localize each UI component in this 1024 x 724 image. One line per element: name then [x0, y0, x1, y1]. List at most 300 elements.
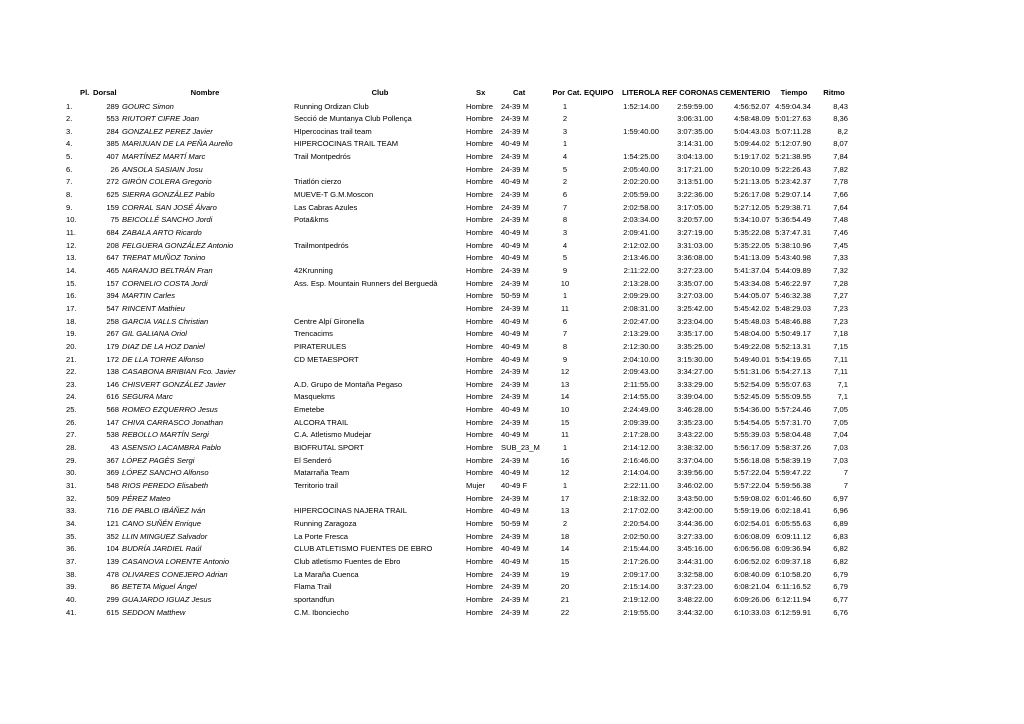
cell-ritmo: 7,27 — [833, 291, 848, 301]
cell-nombre: PÉREZ Mateo — [122, 493, 171, 503]
cell-ref-coronas: 3:04:13.00 — [677, 152, 713, 162]
cell-por-cat: 1 — [562, 139, 568, 149]
cell-pl: 2. — [66, 114, 73, 124]
cell-sx: Hombre — [466, 126, 494, 136]
header-pl: Pl. — [80, 88, 90, 97]
cell-literola: 2:11:22.00 — [623, 265, 659, 275]
cell-sx: Hombre — [466, 341, 494, 351]
cell-nombre: MARTÍNEZ MARTÍ Marc — [122, 152, 206, 162]
cell-ref-coronas: 3:33:29.00 — [677, 379, 713, 389]
cell-por-cat: 21 — [560, 594, 570, 604]
cell-nombre: CASANOVA LORENTE Antonio — [122, 556, 230, 566]
cell-cementerio: 6:06:08.09 — [734, 531, 770, 541]
cell-por-cat: 4 — [562, 152, 568, 162]
cell-ritmo: 6,82 — [833, 556, 848, 566]
cell-cat: 24-39 M — [501, 594, 529, 604]
cell-cementerio: 5:26:17.08 — [734, 190, 770, 200]
cell-tiempo: 5:22:26.43 — [775, 164, 811, 174]
cell-tiempo: 6:09:11.12 — [775, 531, 811, 541]
cell-dorsal: 369 — [106, 468, 119, 478]
cell-dorsal: 394 — [106, 291, 119, 301]
cell-pl: 31. — [66, 481, 77, 490]
cell-por-cat: 7 — [562, 329, 568, 339]
cell-literola: 1:54:25.00 — [623, 152, 659, 162]
cell-ritmo: 7,11 — [833, 354, 848, 364]
cell-tiempo: 6:11:16.52 — [775, 582, 811, 592]
cell-ritmo: 8,43 — [833, 101, 848, 111]
cell-tiempo: 5:29:38.71 — [775, 202, 811, 212]
cell-por-cat: 1 — [562, 443, 568, 453]
cell-literola: 2:04:10.00 — [623, 354, 659, 364]
cell-cementerio: 5:41:37.04 — [734, 265, 770, 275]
table-row — [0, 505, 1024, 517]
cell-literola: 2:08:31.00 — [623, 303, 659, 313]
cell-literola: 2:16:46.00 — [623, 455, 659, 465]
cell-por-cat: 11 — [561, 430, 569, 440]
table-row — [0, 607, 1024, 619]
cell-pl: 13. — [66, 253, 77, 263]
cell-cementerio: 5:57:22.04 — [734, 481, 770, 490]
cell-literola: 2:17:02.00 — [623, 506, 659, 516]
cell-dorsal: 547 — [106, 303, 119, 313]
cell-pl: 23. — [66, 379, 77, 389]
cell-sx: Hombre — [466, 417, 494, 427]
cell-cementerio: 5:34:10.07 — [734, 215, 770, 225]
cell-pl: 6. — [66, 164, 73, 174]
cell-nombre: CORNELIO COSTA Jordi — [122, 278, 208, 288]
cell-nombre: CANO SUÑÉN Enrique — [122, 518, 201, 528]
cell-cat: 24-39 M — [501, 152, 529, 162]
cell-tiempo: 5:57:31.70 — [775, 417, 811, 427]
cell-ref-coronas: 3:20:57.00 — [677, 215, 713, 225]
cell-cat: 40-49 M — [501, 316, 529, 326]
cell-tiempo: 6:10:58.20 — [775, 569, 811, 579]
cell-nombre: DE LLA TORRE Alfonso — [122, 354, 204, 364]
cell-ref-coronas: 3:17:21.00 — [677, 164, 713, 174]
cell-nombre: GIL GALIANA Oriol — [122, 329, 187, 339]
cell-tiempo: 6:01:46.60 — [775, 493, 811, 503]
header-sx: Sx — [476, 88, 486, 97]
cell-por-cat: 7 — [562, 202, 568, 212]
cell-tiempo: 5:38:10.96 — [775, 240, 811, 250]
cell-pl: 9. — [66, 202, 73, 212]
cell-cementerio: 5:49:22.08 — [734, 341, 770, 351]
cell-sx: Hombre — [466, 443, 494, 453]
cell-dorsal: 299 — [106, 594, 119, 604]
cell-nombre: GUAJARDO IGUAZ Jesus — [122, 594, 212, 604]
cell-literola: 2:11:55.00 — [623, 379, 659, 389]
cell-ritmo: 7,04 — [833, 430, 848, 440]
cell-cat: 40-49 M — [501, 430, 529, 440]
cell-nombre: CHIVA CARRASCO Jonathan — [122, 417, 224, 427]
cell-por-cat: 12 — [560, 468, 570, 478]
header-ref-coronas: REF CORONAS — [662, 88, 718, 97]
cell-ref-coronas: 3:27:23.00 — [677, 265, 713, 275]
cell-sx: Hombre — [466, 392, 494, 402]
cell-nombre: MARTIN Carles — [122, 291, 176, 301]
cell-nombre: ZABALA ARTO Ricardo — [122, 228, 202, 237]
cell-pl: 10. — [66, 215, 77, 225]
cell-literola: 2:22:11.00 — [623, 481, 659, 490]
cell-pl: 14. — [66, 265, 77, 275]
cell-ref-coronas: 3:17:05.00 — [677, 202, 713, 212]
cell-nombre: CORRAL SAN JOSÉ Álvaro — [122, 202, 217, 212]
cell-por-cat: 20 — [560, 582, 570, 592]
table-row — [0, 189, 1024, 201]
cell-ritmo: 8,2 — [837, 126, 848, 136]
cell-cat: 24-39 M — [501, 215, 529, 225]
cell-club: Las Cabras Azules — [294, 202, 358, 212]
cell-sx: Hombre — [466, 152, 494, 162]
cell-sx: Hombre — [466, 215, 494, 225]
cell-cementerio: 5:09:44.02 — [734, 139, 770, 149]
cell-dorsal: 407 — [106, 152, 119, 162]
cell-por-cat: 19 — [560, 569, 570, 579]
cell-nombre: CHISVERT GONZÁLEZ Javier — [122, 379, 226, 389]
cell-cementerio: 5:43:34.08 — [734, 278, 770, 288]
cell-sx: Mujer — [466, 481, 485, 490]
cell-cementerio: 5:27:12.05 — [734, 202, 770, 212]
cell-ref-coronas: 3:22:36.00 — [677, 190, 713, 200]
cell-ritmo: 7,33 — [833, 253, 848, 263]
cell-sx: Hombre — [466, 114, 494, 124]
cell-literola: 2:09:43.00 — [623, 367, 659, 377]
cell-nombre: CASABONA BRIBIAN Fco. Javier — [122, 367, 236, 377]
cell-nombre: GOURC Simon — [122, 101, 174, 111]
cell-tiempo: 5:48:29.03 — [775, 303, 811, 313]
cell-literola: 2:20:54.00 — [623, 518, 659, 528]
cell-ref-coronas: 3:35:17.00 — [677, 329, 713, 339]
cell-tiempo: 5:59:47.22 — [775, 468, 811, 478]
cell-por-cat: 2 — [562, 518, 568, 528]
cell-club: C.M. Ibonciecho — [294, 607, 349, 617]
cell-ref-coronas: 2:59:59.00 — [677, 101, 713, 111]
cell-literola: 2:17:26.00 — [623, 556, 659, 566]
cell-ref-coronas: 3:27:19.00 — [677, 228, 713, 237]
cell-cat: 40-49 M — [501, 253, 529, 263]
cell-cementerio: 5:44:05.07 — [734, 291, 770, 301]
cell-pl: 7. — [66, 177, 73, 187]
cell-cat: 24-39 M — [501, 379, 529, 389]
cell-cat: 40-49 M — [501, 329, 529, 339]
cell-cementerio: 5:45:42.02 — [734, 303, 770, 313]
cell-sx: Hombre — [466, 594, 494, 604]
cell-ritmo: 8,07 — [833, 139, 848, 149]
cell-cat: 40-49 M — [501, 506, 529, 516]
cell-ref-coronas: 3:46:28.00 — [677, 405, 713, 415]
cell-club: Matarraña Team — [294, 468, 350, 478]
cell-dorsal: 367 — [106, 455, 119, 465]
table-row — [0, 480, 1024, 492]
cell-sx: Hombre — [466, 253, 494, 263]
cell-ritmo: 6,82 — [833, 544, 848, 554]
table-row — [0, 303, 1024, 315]
cell-literola: 2:13:29.00 — [623, 329, 659, 339]
cell-literola: 2:14:12.00 — [623, 443, 659, 453]
table-row — [0, 126, 1024, 138]
cell-sx: Hombre — [466, 607, 494, 617]
cell-ref-coronas: 3:23:04.00 — [677, 316, 713, 326]
cell-por-cat: 6 — [562, 190, 568, 200]
cell-cementerio: 5:21:13.05 — [734, 177, 770, 187]
cell-nombre: BEICOLLÉ SANCHO Jordi — [122, 215, 213, 225]
cell-club: ALCORA TRAIL — [294, 417, 349, 427]
cell-cat: 24-39 M — [501, 607, 529, 617]
cell-literola: 2:02:47.00 — [623, 316, 659, 326]
cell-sx: Hombre — [466, 531, 494, 541]
cell-ritmo: 7,11 — [833, 367, 848, 377]
table-row — [0, 569, 1024, 581]
cell-literola: 2:05:59.00 — [623, 190, 659, 200]
cell-dorsal: 26 — [110, 164, 119, 174]
cell-pl: 12. — [66, 240, 77, 250]
cell-pl: 20. — [66, 341, 77, 351]
cell-pl: 19. — [66, 329, 77, 339]
cell-club: Masquekms — [294, 392, 335, 402]
table-row — [0, 164, 1024, 176]
cell-por-cat: 1 — [562, 101, 568, 111]
cell-ritmo: 7,64 — [833, 202, 848, 212]
table-row — [0, 252, 1024, 264]
table-row — [0, 391, 1024, 403]
table-row — [0, 556, 1024, 568]
cell-nombre: REBOLLO MARTÍN Sergi — [122, 430, 209, 440]
cell-literola: 2:19:55.00 — [623, 607, 659, 617]
cell-cat: 50-59 M — [501, 291, 529, 301]
cell-por-cat: 3 — [562, 126, 568, 136]
cell-nombre: RIOS PEREDO Elisabeth — [122, 481, 209, 490]
cell-club: MUEVE-T G.M.Moscon — [294, 190, 374, 200]
cell-por-cat: 4 — [562, 240, 568, 250]
cell-cat: 40-49 M — [501, 139, 529, 149]
cell-dorsal: 43 — [110, 443, 119, 453]
cell-ritmo: 7 — [843, 481, 848, 490]
cell-club: La Maraña Cuenca — [294, 569, 359, 579]
cell-por-cat: 13 — [560, 506, 570, 516]
table-row — [0, 138, 1024, 150]
cell-por-cat: 18 — [560, 531, 570, 541]
cell-pl: 35. — [66, 531, 77, 541]
cell-ref-coronas: 3:44:31.00 — [677, 556, 713, 566]
cell-literola: 2:18:32.00 — [623, 493, 659, 503]
cell-cementerio: 5:49:40.01 — [734, 354, 770, 364]
cell-dorsal: 568 — [106, 405, 119, 415]
cell-ritmo: 6,96 — [833, 506, 848, 516]
cell-ref-coronas: 3:27:33.00 — [677, 531, 713, 541]
cell-tiempo: 5:37:47.31 — [775, 228, 811, 237]
cell-ritmo: 7,84 — [833, 152, 848, 162]
cell-club: HIPERCOCINAS TRAIL TEAM — [294, 139, 399, 149]
header-dorsal: Dorsal — [93, 88, 117, 97]
cell-tiempo: 5:46:22.97 — [775, 278, 811, 288]
cell-dorsal: 716 — [106, 506, 119, 516]
cell-ref-coronas: 3:46:02.00 — [677, 481, 713, 490]
cell-sx: Hombre — [466, 101, 494, 111]
cell-cat: 40-49 M — [501, 341, 529, 351]
table-row — [0, 518, 1024, 530]
table-row — [0, 404, 1024, 416]
cell-literola: 2:15:14.00 — [623, 582, 659, 592]
cell-dorsal: 548 — [106, 481, 119, 490]
cell-club: PIRATERULES — [294, 341, 347, 351]
cell-ritmo: 8,36 — [833, 114, 848, 124]
cell-nombre: FELGUERA GONZÁLEZ Antonio — [122, 240, 234, 250]
cell-ref-coronas: 3:37:23.00 — [677, 582, 713, 592]
cell-nombre: TREPAT MUÑOZ Tonino — [122, 253, 206, 263]
table-row — [0, 467, 1024, 479]
cell-sx: Hombre — [466, 468, 494, 478]
cell-sx: Hombre — [466, 367, 494, 377]
cell-pl: 18. — [66, 316, 77, 326]
table-row — [0, 328, 1024, 340]
cell-literola: 2:09:29.00 — [623, 291, 659, 301]
cell-ref-coronas: 3:27:03.00 — [677, 291, 713, 301]
cell-ritmo: 7,15 — [833, 341, 848, 351]
cell-cementerio: 4:58:48.09 — [734, 114, 770, 124]
cell-nombre: SEGURA Marc — [122, 392, 173, 402]
cell-por-cat: 10 — [560, 405, 570, 415]
cell-por-cat: 12 — [560, 367, 570, 377]
cell-literola: 2:17:28.00 — [623, 430, 659, 440]
cell-ritmo: 7,66 — [833, 190, 848, 200]
cell-cementerio: 5:56:18.08 — [734, 455, 770, 465]
cell-tiempo: 5:57:24.46 — [775, 405, 811, 415]
cell-cat: 24-39 M — [501, 278, 529, 288]
cell-por-cat: 2 — [562, 114, 568, 124]
cell-literola: 2:24:49.00 — [623, 405, 659, 415]
cell-ref-coronas: 3:15:30.00 — [677, 354, 713, 364]
cell-pl: 21. — [66, 354, 77, 364]
cell-dorsal: 385 — [106, 139, 119, 149]
cell-dorsal: 289 — [106, 101, 119, 111]
cell-ref-coronas: 3:35:07.00 — [677, 278, 713, 288]
cell-club: Running Zaragoza — [294, 518, 357, 528]
cell-club: Secció de Muntanya Club Pollença — [294, 114, 412, 124]
cell-dorsal: 258 — [106, 316, 119, 326]
cell-por-cat: 9 — [562, 354, 568, 364]
cell-literola: 2:13:28.00 — [623, 278, 659, 288]
cell-nombre: GARCIA VALLS Christian — [122, 316, 209, 326]
header-cementerio: CEMENTERIO — [719, 88, 771, 97]
cell-ritmo: 7,28 — [833, 278, 848, 288]
cell-ritmo: 7,45 — [833, 240, 848, 250]
cell-dorsal: 616 — [106, 392, 119, 402]
cell-club: Flama Trail — [294, 582, 332, 592]
cell-nombre: GONZALEZ PEREZ Javier — [122, 126, 213, 136]
cell-pl: 32. — [66, 493, 77, 503]
cell-nombre: LLIN MINGUEZ Salvador — [122, 531, 208, 541]
cell-literola: 2:19:12.00 — [623, 594, 659, 604]
cell-cat: SUB_23_M — [501, 443, 540, 453]
cell-pl: 3. — [66, 126, 73, 136]
table-row — [0, 214, 1024, 226]
cell-tiempo: 5:46:32.38 — [775, 291, 811, 301]
cell-club: Emetebe — [294, 405, 325, 415]
cell-tiempo: 5:52:13.31 — [775, 341, 811, 351]
table-row — [0, 278, 1024, 290]
cell-ref-coronas: 3:13:51.00 — [677, 177, 713, 187]
cell-nombre: ANSOLA SASIAIN Josu — [122, 164, 203, 174]
cell-cementerio: 6:08:40.09 — [734, 569, 770, 579]
header-equipo: EQUIPO — [584, 88, 614, 97]
cell-cat: 50-59 M — [501, 518, 529, 528]
cell-tiempo: 6:05:55.63 — [775, 518, 811, 528]
header-cat: Cat — [513, 88, 526, 97]
cell-pl: 17. — [66, 303, 77, 313]
table-row — [0, 366, 1024, 378]
cell-por-cat: 16 — [560, 455, 570, 465]
cell-dorsal: 272 — [106, 177, 119, 187]
table-row — [0, 240, 1024, 252]
cell-tiempo: 5:54:19.65 — [775, 354, 811, 364]
cell-sx: Hombre — [466, 265, 494, 275]
cell-club: HIpercocinas trail team — [294, 126, 372, 136]
cell-por-cat: 5 — [562, 164, 568, 174]
cell-cat: 24-39 M — [501, 303, 529, 313]
cell-sx: Hombre — [466, 329, 494, 339]
cell-ref-coronas: 3:36:08.00 — [677, 253, 713, 263]
cell-ritmo: 6,76 — [833, 607, 848, 617]
cell-pl: 25. — [66, 405, 77, 415]
cell-por-cat: 5 — [562, 253, 568, 263]
cell-cementerio: 5:19:17.02 — [734, 152, 770, 162]
table-row — [0, 455, 1024, 467]
cell-cementerio: 5:35:22.08 — [734, 228, 770, 237]
table-row — [0, 594, 1024, 606]
cell-dorsal: 104 — [106, 544, 119, 554]
cell-nombre: MARIJUAN DE LA PEÑA Aurelio — [122, 139, 233, 149]
cell-club: CD METAESPORT — [294, 354, 359, 364]
cell-tiempo: 5:43:40.98 — [775, 253, 811, 263]
cell-dorsal: 139 — [106, 556, 119, 566]
cell-pl: 37. — [66, 556, 77, 566]
cell-tiempo: 6:02:18.41 — [775, 506, 811, 516]
cell-cat: 40-49 M — [501, 240, 529, 250]
cell-tiempo: 5:58:39.19 — [775, 455, 811, 465]
cell-cementerio: 5:56:17.09 — [734, 443, 770, 453]
cell-sx: Hombre — [466, 405, 494, 415]
cell-pl: 8. — [66, 190, 73, 200]
table-row — [0, 341, 1024, 353]
cell-pl: 39. — [66, 582, 77, 592]
cell-nombre: BETETA Miguel Ángel — [122, 582, 197, 592]
cell-sx: Hombre — [466, 518, 494, 528]
cell-cat: 24-39 M — [501, 417, 529, 427]
cell-dorsal: 625 — [106, 190, 119, 200]
cell-cementerio: 6:02:54.01 — [734, 518, 770, 528]
cell-sx: Hombre — [466, 190, 494, 200]
cell-cat: 24-39 M — [501, 164, 529, 174]
cell-pl: 16. — [66, 291, 77, 301]
cell-por-cat: 8 — [562, 341, 568, 351]
cell-cementerio: 5:51:31.06 — [734, 367, 770, 377]
cell-cementerio: 5:35:22.05 — [734, 240, 770, 250]
cell-cat: 40-49 F — [501, 481, 528, 490]
cell-club: El Senderó — [294, 455, 332, 465]
cell-ref-coronas: 3:44:36.00 — [677, 518, 713, 528]
cell-ref-coronas: 3:35:25.00 — [677, 341, 713, 351]
cell-pl: 1. — [66, 101, 73, 111]
cell-nombre: RINCENT Mathieu — [122, 303, 185, 313]
cell-nombre: ASENSIO LACAMBRA Pablo — [122, 443, 221, 453]
cell-dorsal: 146 — [106, 379, 119, 389]
cell-cat: 40-49 M — [501, 228, 529, 237]
table-row — [0, 493, 1024, 505]
cell-cat: 24-39 M — [501, 582, 529, 592]
cell-nombre: SIERRA GONZÁLEZ Pablo — [122, 190, 215, 200]
cell-dorsal: 121 — [106, 518, 119, 528]
cell-dorsal: 615 — [106, 607, 119, 617]
